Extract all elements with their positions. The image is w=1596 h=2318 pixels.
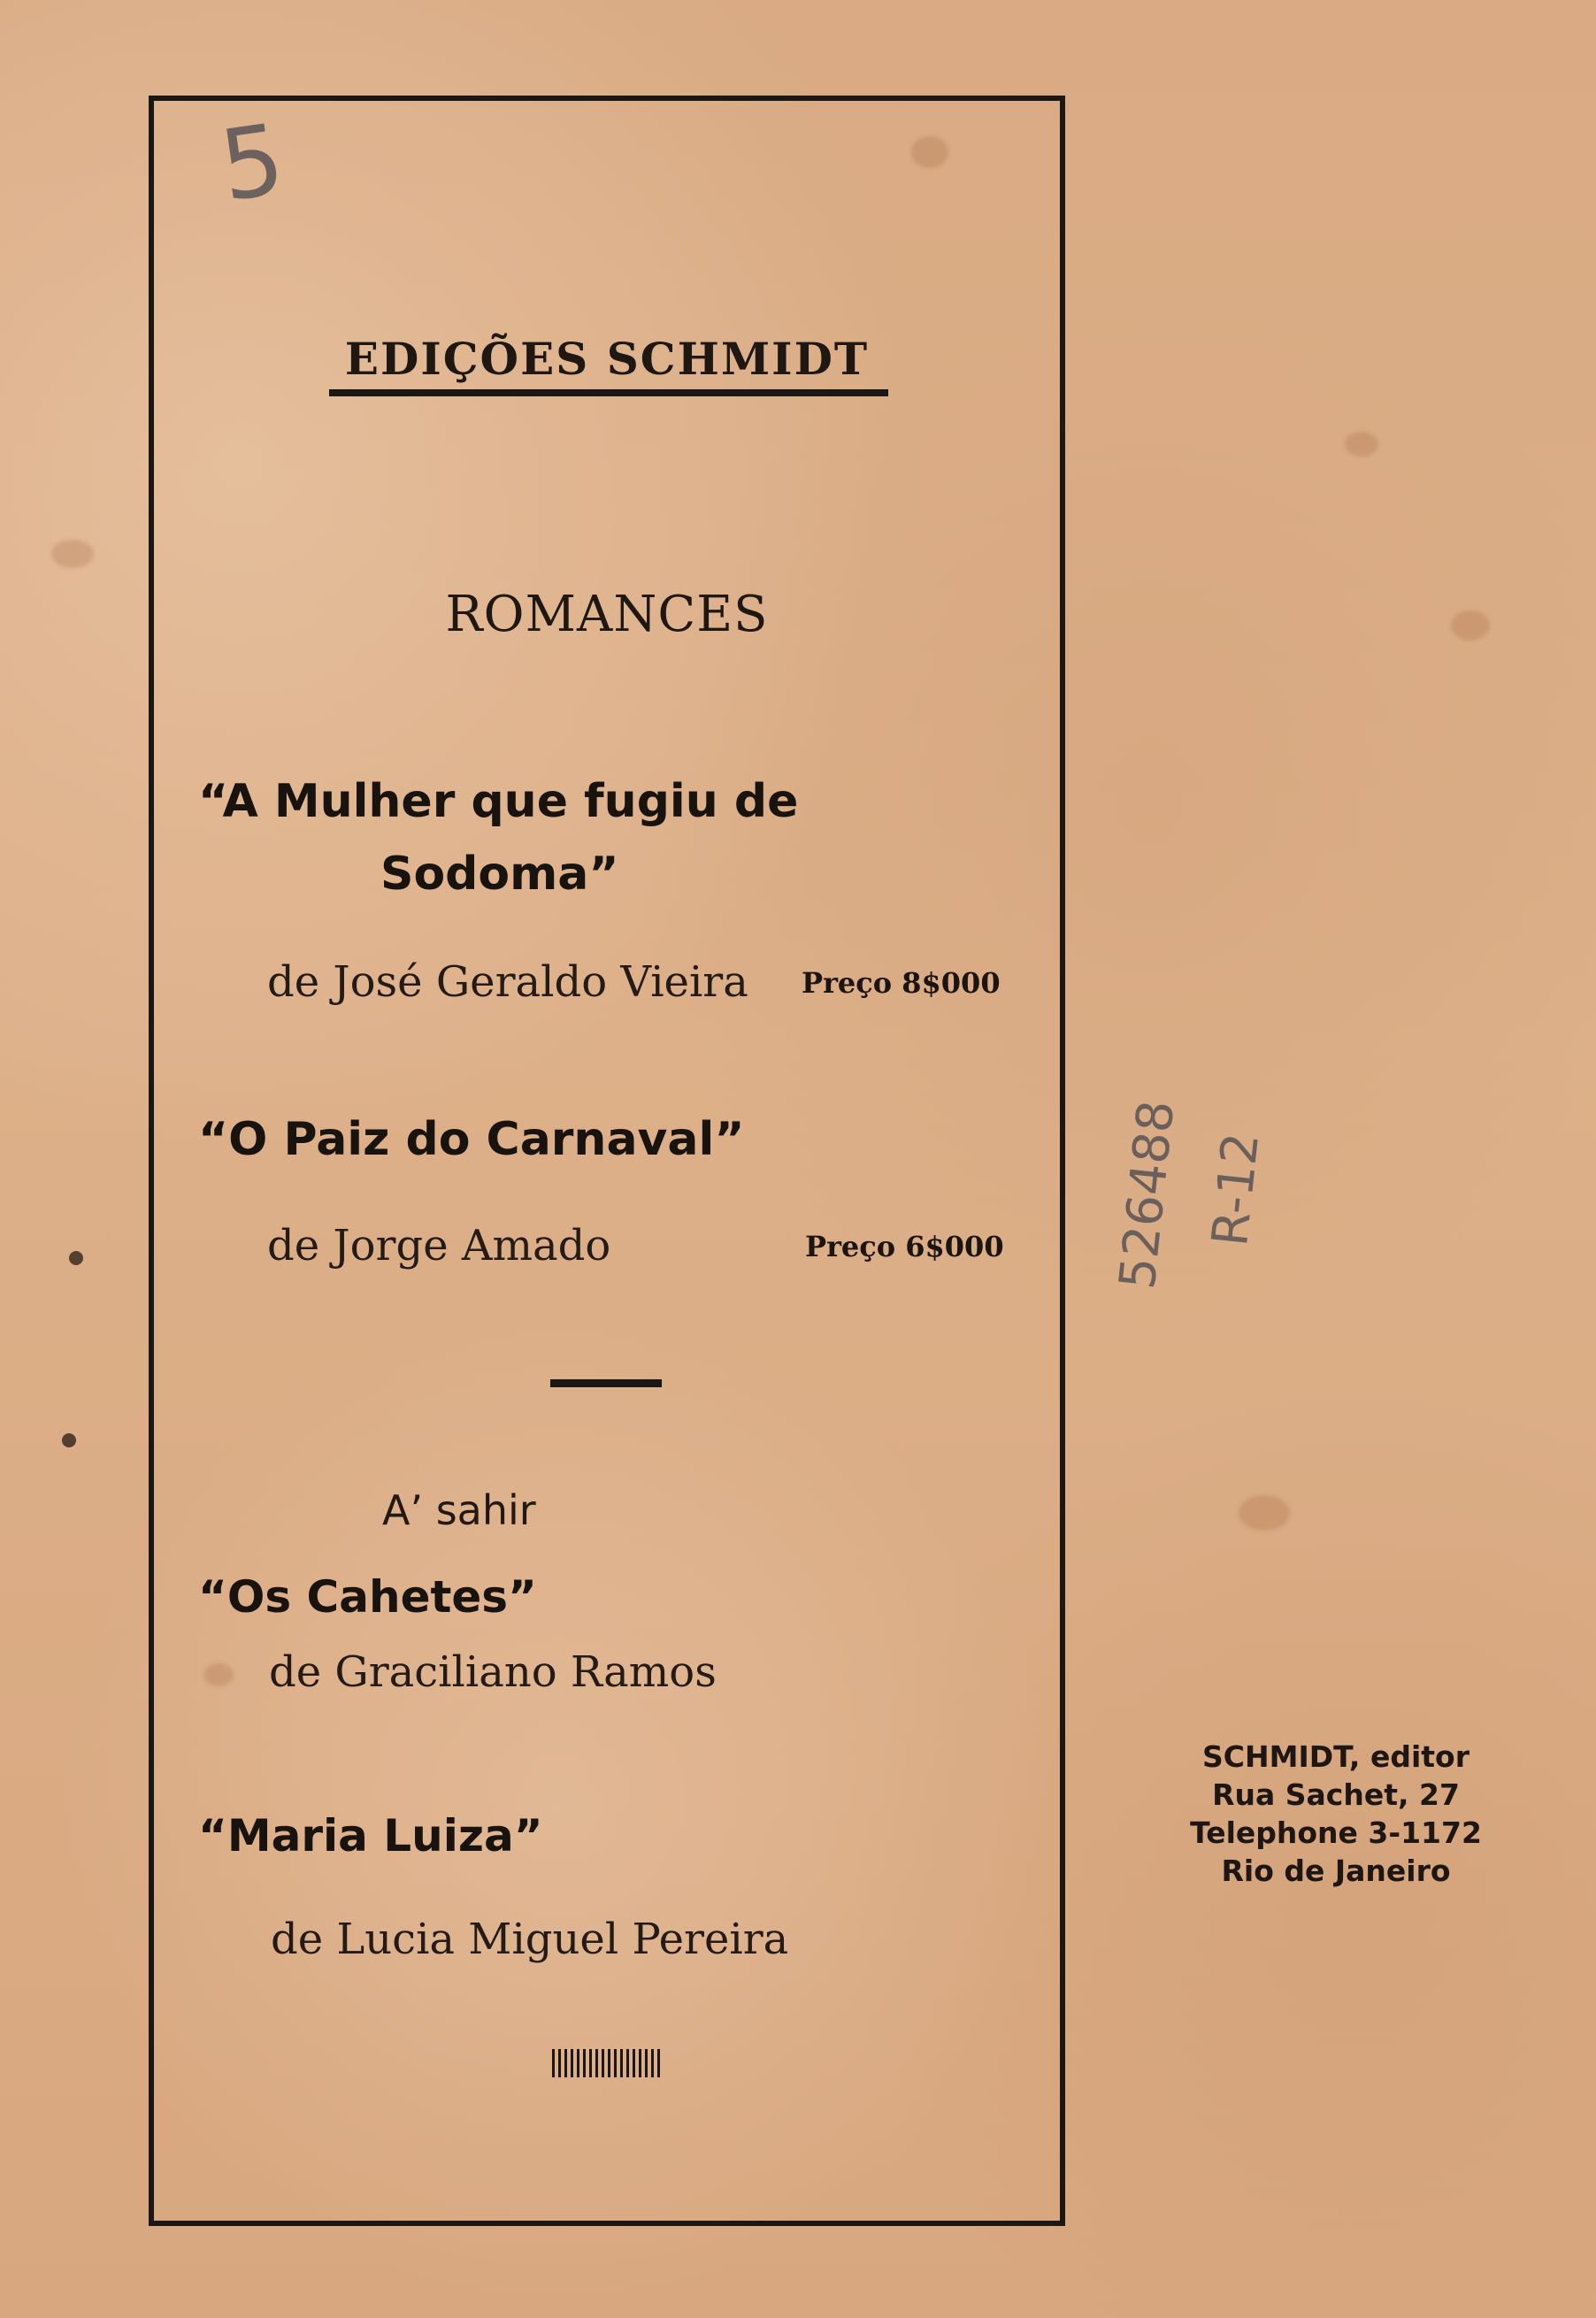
book-author: de Jorge Amado	[267, 1221, 611, 1270]
book-title-line: “A Mulher que fugiu de	[198, 775, 799, 828]
paper-stain	[1239, 1495, 1290, 1531]
book-title-line: “O Paiz do Carnaval”	[198, 1113, 745, 1166]
publisher-contact-line: Rua Sachet, 27	[1212, 1777, 1460, 1812]
forthcoming-book-author: de Lucia Miguel Pereira	[271, 1915, 789, 1964]
forthcoming-book-title: “Maria Luiza”	[198, 1810, 543, 1861]
publisher-contact-line: Rio de Janeiro	[1221, 1854, 1451, 1888]
binding-hole	[69, 1251, 83, 1265]
decorative-ornament	[552, 2049, 664, 2077]
pencil-catalog-code: 526488	[1109, 1097, 1186, 1293]
publisher-underline	[329, 389, 888, 396]
paper-stain	[1451, 610, 1490, 641]
book-author: de José Geraldo Vieira	[267, 957, 748, 1007]
book-price: Preço 6$000	[805, 1230, 1004, 1263]
pencil-number-mark: 5	[213, 102, 291, 224]
forthcoming-book-title: “Os Cahetes”	[198, 1571, 537, 1623]
publisher-header: EDIÇÕES SCHMIDT	[344, 333, 870, 385]
book-price: Preço 8$000	[802, 966, 1001, 1000]
binding-hole	[62, 1433, 76, 1447]
paper-stain	[1345, 432, 1378, 457]
forthcoming-book-author: de Graciliano Ramos	[269, 1647, 717, 1697]
section-heading: ROMANCES	[445, 586, 769, 643]
forthcoming-label: A’ sahir	[382, 1486, 536, 1534]
publisher-contact-block	[1177, 1738, 1495, 1890]
book-title-line: Sodoma”	[380, 848, 619, 901]
publisher-contact-line: SCHMIDT, editor	[1202, 1739, 1469, 1774]
paper-stain	[51, 540, 94, 568]
pencil-shelf-mark: R-12	[1201, 1130, 1271, 1249]
section-divider	[550, 1379, 662, 1387]
publisher-contact-line: Telephone 3-1172	[1190, 1815, 1482, 1850]
